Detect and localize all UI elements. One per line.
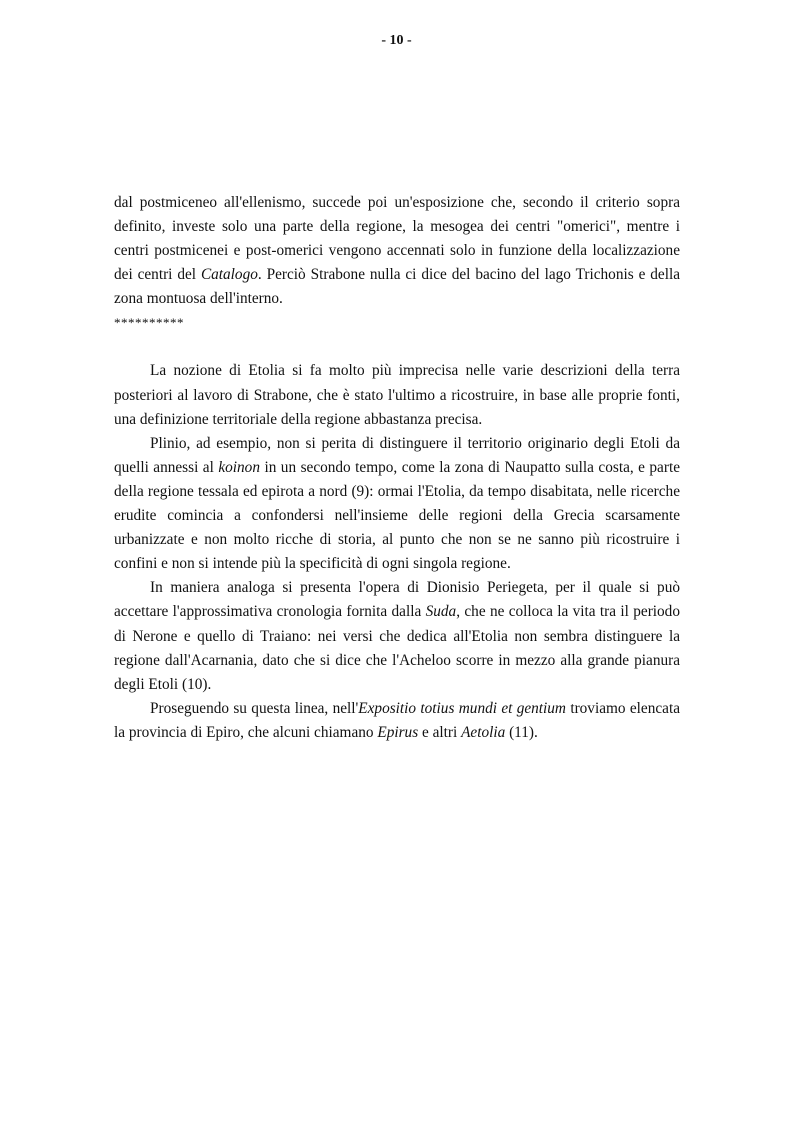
italic-text: Epirus [377,723,419,741]
italic-text: Catalogo [200,266,258,284]
section-separator: ********** [114,315,184,331]
paragraph-4 [114,576,680,696]
text-run: , che ne colloca la vita tra il periodo di Nerone e quello di Traiano: nei versi che dedica all'Etolia non sembra distinguere la regione dall'Acarnania, dato che si dice che l'Acheloo scorre in mezzo alla grande pianura degli Etoli (10). [114,603,680,693]
text-run: Proseguendo su questa linea, nell' [150,699,359,717]
italic-text: Suda [425,603,457,621]
text-run: Plinio, ad esempio, non si perita di distinguere il territorio originario degli Etoli da quelli annessi al [114,434,680,476]
text-run: in un secondo tempo, come la zona di Naupatto sulla costa, e parte della regione tessala ed epirota a nord (9): ormai l'Etolia, da tempo disabitata, nelle ricerche erudite comincia a confondersi nell'insieme delle regioni della Grecia scarsamente urbanizzate e non molto ricche di storia, al punto che non se ne sanno più ricostruire i confini e non si intende più la specificità di ogni singola regione. [114,458,680,573]
paragraph-3 [114,432,680,577]
text-run: dal postmiceneo all'ellenismo, succede poi un'esposizione che, secondo il criterio sopra definito, investe solo una parte della regione, la mesogea dei centri "omerici", mentre i centri postmicenei e post-omerici vengono accennati solo in funzione della localizzazione dei centri del [114,194,680,284]
text-run: (11). [505,723,538,741]
paragraph-5 [114,697,680,745]
page-number: - 10 - [381,33,412,48]
italic-text: Expositio totius mundi et gentium [358,699,566,717]
text-run: . Perciò Strabone nulla ci dice del bacino del lago Trichonis e della zona montuosa dell'interno. [114,266,681,308]
italic-text: Aetolia [461,723,506,741]
text-run: La nozione di Etolia si fa molto più imprecisa nelle varie descrizioni della terra posteriori al lavoro di Strabone, che è stato l'ultimo a ricostruire, in base alle proprie fonti, una definizione territoriale della regione abbastanza precisa. [114,362,680,428]
body-text [114,191,680,745]
paragraph-2 [114,359,680,431]
paragraph-1 [114,191,680,311]
text-run: troviamo elencata la provincia di Epiro, che alcuni chiamano [114,699,680,741]
text-run: In maniera analoga si presenta l'opera di Dionisio Periegeta, per il quale si può accettare l'approssimativa cronologia fornita dalla [114,579,680,621]
text-run: e altri [418,723,462,741]
italic-text: koinon [218,458,260,476]
